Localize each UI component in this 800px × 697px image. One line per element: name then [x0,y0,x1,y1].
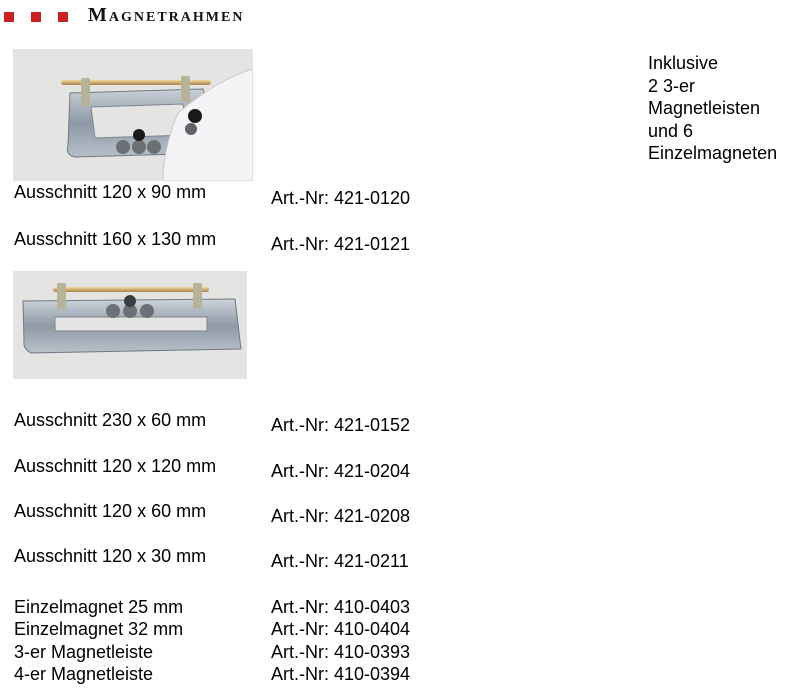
magnet-frame-photo-2 [13,271,247,379]
item-art-nr: Art.-Nr: 410-0403 [271,597,411,617]
item-art-nr: Art.-Nr: 410-0393 [271,642,411,662]
item-desc: Ausschnitt 230 x 60 mm [14,410,207,430]
item-art-nr: Art.-Nr: 410-0404 [271,619,411,639]
magnet-frame-photo-1 [13,49,253,181]
item-desc: Ausschnitt 160 x 130 mm [14,229,217,249]
item-art-nr: Art.-Nr: 421-0152 [271,415,411,435]
included-note [648,52,777,165]
note-line: und 6 [648,120,694,141]
item-desc: Ausschnitt 120 x 120 mm [14,456,217,476]
item-desc: Ausschnitt 120 x 90 mm [14,182,207,202]
item-desc: Einzelmagnet 32 mm [14,619,184,639]
note-line: Einzelmagneten [648,143,778,163]
note-line: Inklusive [648,53,719,73]
item-art-nr: Art.-Nr: 421-0121 [271,234,411,254]
note-line: Magnetleisten [648,98,761,118]
bullet-square-3 [58,12,68,22]
page-title: Magnetrahmen [88,4,245,26]
item-desc: Einzelmagnet 25 mm [14,597,184,617]
item-art-nr: Art.-Nr: 421-0120 [271,188,411,208]
item-desc: 3-er Magnetleiste [14,642,154,662]
item-art-nr: Art.-Nr: 421-0204 [271,461,411,481]
note-line: 2 3-er [648,75,696,96]
bullet-square-1 [4,12,14,22]
bullet-square-2 [31,12,41,22]
item-art-nr: Art.-Nr: 421-0211 [271,551,409,571]
item-desc: Ausschnitt 120 x 30 mm [14,546,207,566]
item-desc: 4-er Magnetleiste [14,664,154,684]
item-art-nr: Art.-Nr: 421-0208 [271,506,411,526]
item-desc: Ausschnitt 120 x 60 mm [14,501,207,521]
item-art-nr: Art.-Nr: 410-0394 [271,664,411,684]
